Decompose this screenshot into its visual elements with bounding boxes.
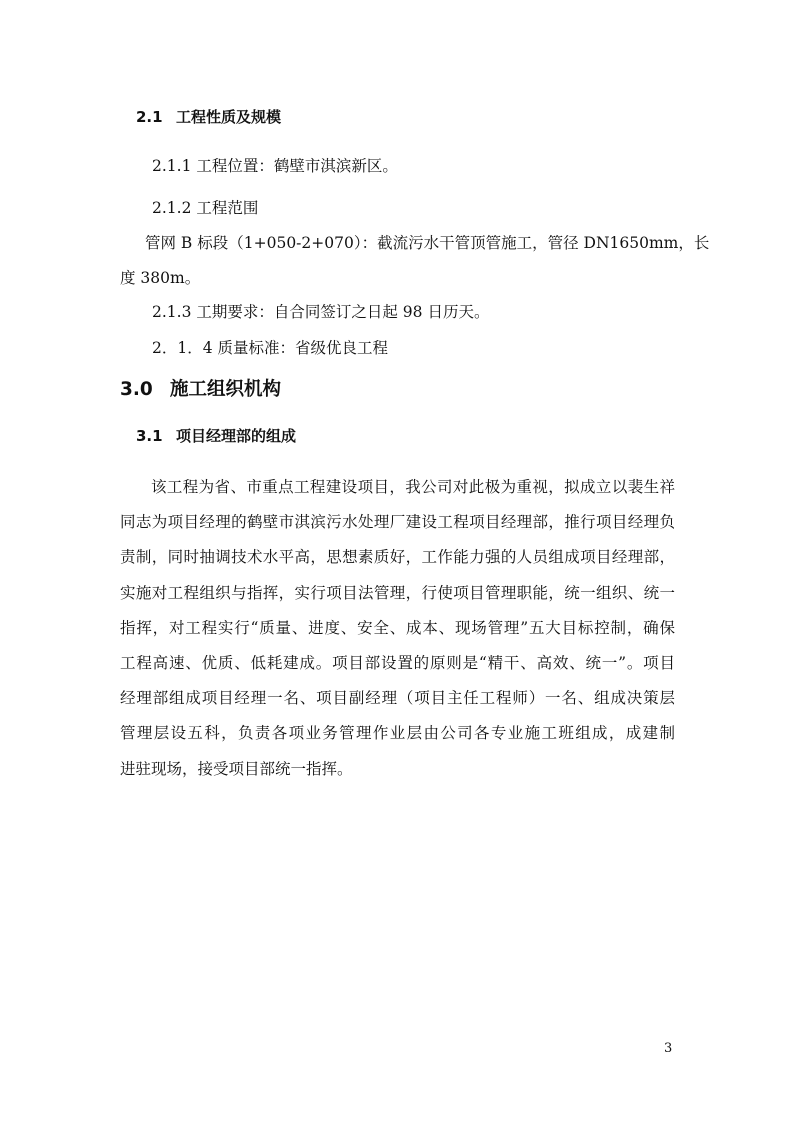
body-line: 经理部组成项目经理一名、项目副经理（项目主任工程师）一名、组成决策层 <box>120 689 675 708</box>
body-line: 管理层设五科，负责各项业务管理作业层由公司各专业施工班组成，成建制 <box>120 724 675 743</box>
body-line: 指挥，对工程实行“质量、进度、安全、成本、现场管理”五大目标控制，确保 <box>120 618 675 637</box>
section-title: 工程性质及规模 <box>176 108 282 126</box>
scope-line-1: 管网 B 标段（1+050-2+070）：截流污水干管顶管施工，管径 DN1650mm，长 <box>145 234 710 252</box>
section-number: 3.1 <box>136 427 163 445</box>
body-paragraph <box>120 470 675 787</box>
page-number: 3 <box>664 1041 673 1056</box>
item-2-1-2: 2.1.2 工程范围 <box>152 199 259 217</box>
body-line: 该工程为省、市重点工程建设项目，我公司对此极为重视，拟成立以裴生祥 <box>151 478 675 496</box>
body-line: 工程高速、优质、低耗建成。项目部设置的原则是“精干、高效、统一”。项目 <box>120 654 675 673</box>
section-title: 施工组织机构 <box>170 379 282 400</box>
body-line: 实施对工程组织与指挥，实行项目法管理，行使项目管理职能，统一组织、统一 <box>120 583 675 602</box>
item-2-1-4: 2．1．4 质量标准：省级优良工程 <box>152 339 389 357</box>
section-heading-3-1 <box>136 424 296 448</box>
body-line: 同志为项目经理的鹤壁市淇滨污水处理厂建设工程项目经理部，推行项目经理负 <box>120 513 675 532</box>
item-2-1-1: 2.1.1 工程位置：鹤壁市淇滨新区。 <box>152 157 398 175</box>
section-number: 2.1 <box>136 108 163 126</box>
section-heading-2-1 <box>136 105 281 129</box>
scope-line-2: 度 380m。 <box>120 269 201 287</box>
body-line: 进驻现场，接受项目部统一指挥。 <box>120 759 353 778</box>
item-2-1-3: 2.1.3 工期要求：自合同签订之日起 98 日历天。 <box>152 303 490 321</box>
section-title: 项目经理部的组成 <box>176 427 297 445</box>
section-number: 3.0 <box>120 379 153 400</box>
section-heading-3-0 <box>120 376 281 404</box>
body-line: 责制，同时抽调技术水平高，思想素质好，工作能力强的人员组成项目经理部， <box>120 548 675 567</box>
